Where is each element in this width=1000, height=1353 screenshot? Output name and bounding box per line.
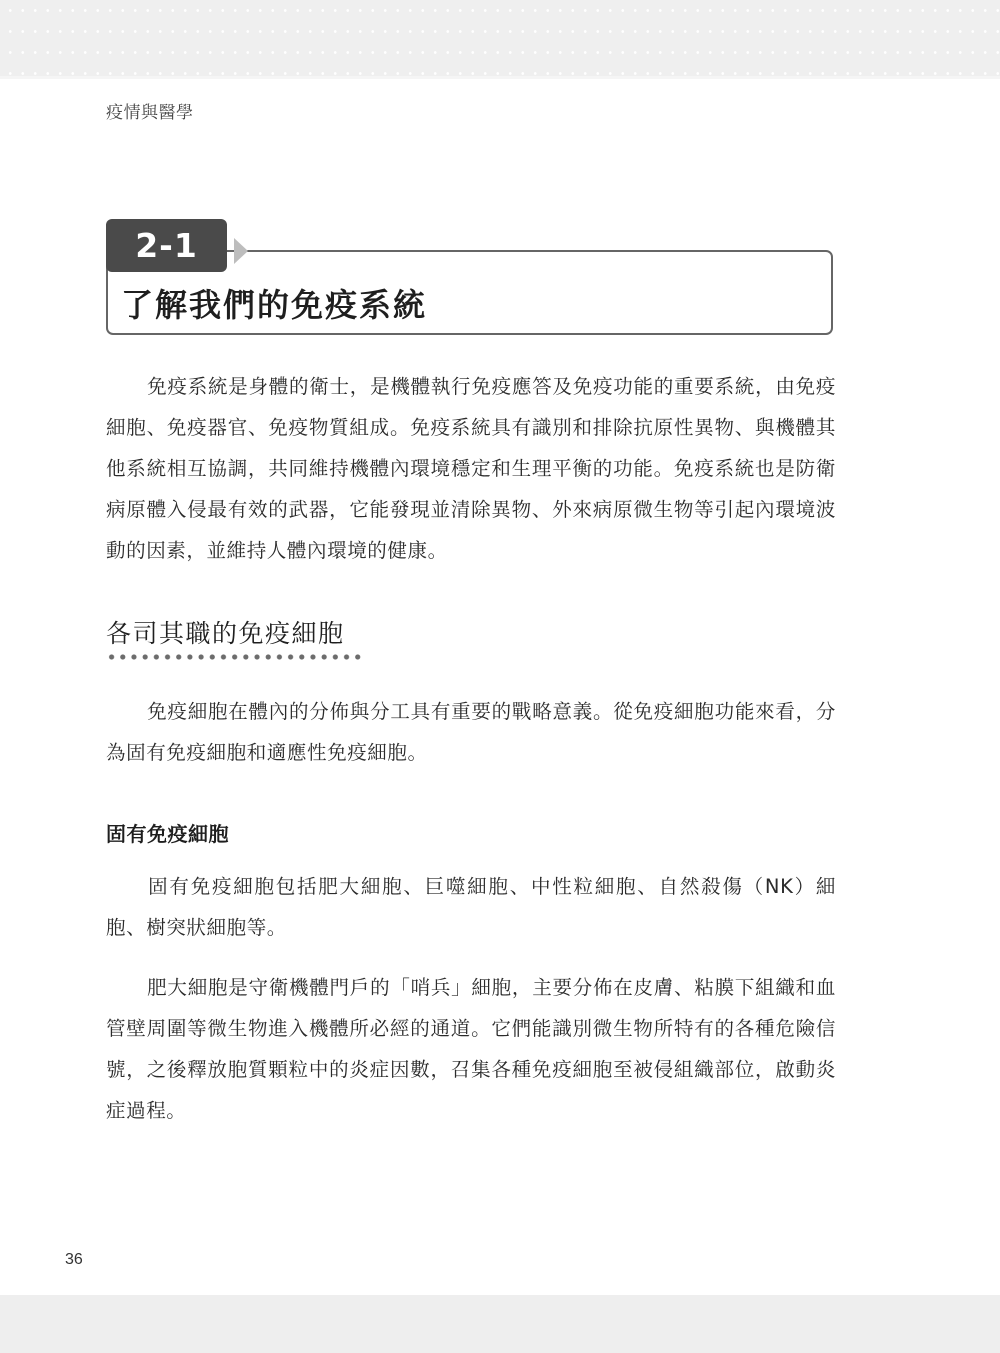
section-title: 了解我們的免疫系統 — [121, 286, 428, 324]
page-number: 36 — [65, 1251, 83, 1268]
innate-cells-heading: 固有免疫細胞 — [106, 822, 229, 846]
subsection-paragraph — [106, 691, 836, 773]
subsection-paragraph-text: 免疫細胞在體內的分佈與分工具有重要的戰略意義。從免疫細胞功能來看，分為固有免疫細胞和適應性免疫細胞。 — [106, 700, 836, 764]
subsection-title: 各司其職的免疫細胞 — [106, 619, 345, 648]
innate-paragraph-1 — [106, 866, 836, 948]
dotted-underline — [106, 653, 362, 661]
intro-paragraph-text: 免疫系統是身體的衛士，是機體執行免疫應答及免疫功能的重要系統，由免疫細胞、免疫器官、免疫物質組成。免疫系統具有識別和排除抗原性異物、與機體其他系統相互協調，共同維持機體內環境穩定和生理平衡的功能。免疫系統也是防衛病原體入侵最有效的武器，它能發現並清除異物、外來病原微生物等引起內環境波動的因素，並維持人體內環境的健康。 — [106, 375, 836, 562]
top-band-edge — [0, 76, 1000, 79]
intro-paragraph — [106, 366, 836, 571]
section-number-label: 2-1 — [106, 219, 227, 272]
top-decorative-band — [0, 0, 1000, 78]
innate-paragraph-2-text: 肥大細胞是守衛機體門戶的「哨兵」細胞，主要分佈在皮膚、粘膜下組織和血管壁周圍等微生物進入機體所必經的通道。它們能識別微生物所特有的各種危險信號，之後釋放胞質顆粒中的炎症因數，召集各種免疫細胞至被侵組織部位，啟動炎症過程。 — [106, 976, 836, 1122]
innate-paragraph-2 — [106, 967, 836, 1131]
bottom-band — [0, 1295, 1000, 1353]
innate-paragraph-1-text: 固有免疫細胞包括肥大細胞、巨噬細胞、中性粒細胞、自然殺傷（NK）細胞、樹突狀細胞等。 — [106, 875, 836, 939]
triangle-arrow-icon — [234, 238, 248, 264]
running-head: 疫情與醫學 — [106, 103, 194, 123]
